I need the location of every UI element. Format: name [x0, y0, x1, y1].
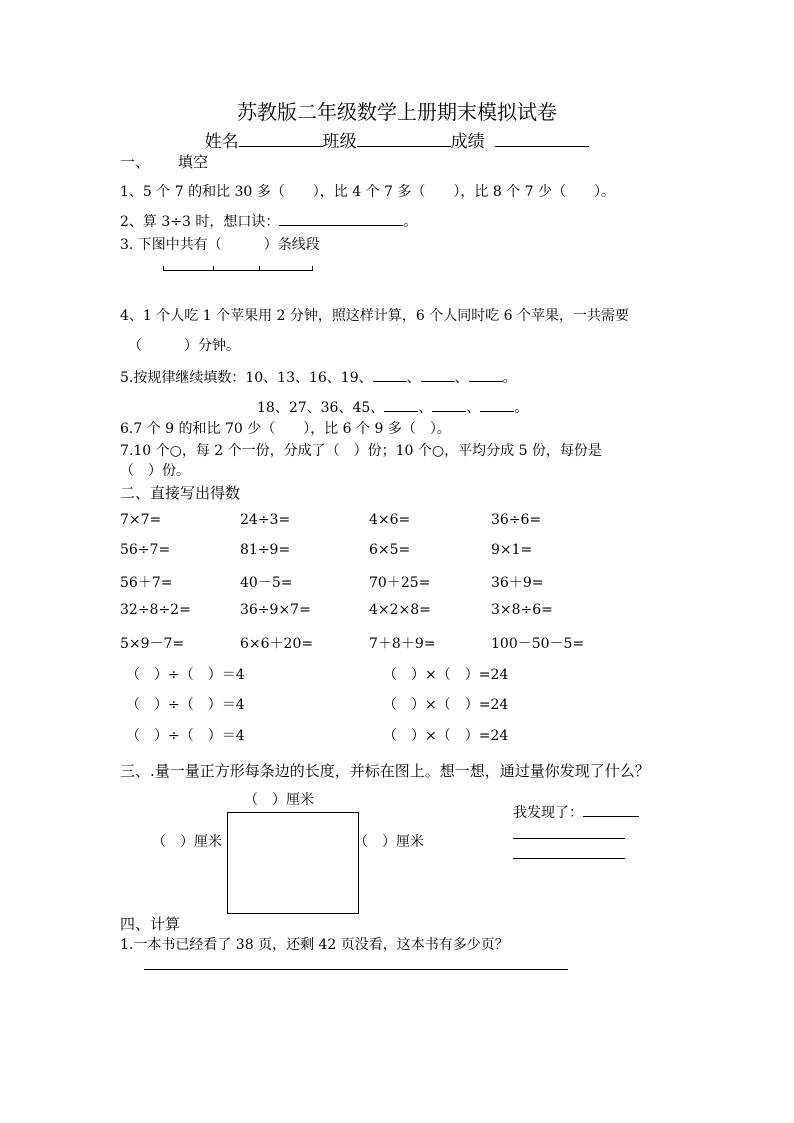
calc-item: 36÷9×7=: [240, 602, 311, 618]
q5-end: 。: [514, 400, 529, 416]
segment-base-line: [163, 270, 313, 271]
calc-item: 7×7=: [120, 512, 162, 528]
segment-tick: [213, 266, 214, 271]
q5-blank[interactable]: [469, 380, 503, 382]
q5-line1-text: 5.按规律继续填数：10、13、16、19、: [120, 370, 373, 386]
q5-line2: [257, 397, 528, 417]
square-figure: [227, 812, 359, 914]
segment-tick: [163, 266, 164, 271]
segment-tick: [259, 266, 260, 271]
calc-item: 7＋8＋9=: [369, 636, 436, 652]
calc-item: 40－5=: [240, 575, 293, 591]
found-blank[interactable]: [583, 815, 639, 817]
q7-line2: （ ）份。: [120, 463, 190, 479]
section4-q1: 1.一本书已经看了 38 页，还剩 42 页没看，这本书有多少页？: [120, 937, 509, 953]
segment-tick: [312, 266, 313, 271]
q5-line1: [120, 367, 517, 387]
q5-line2-text: 18、27、36、45、: [257, 400, 385, 416]
q4-line2: （ ）分钟。: [128, 338, 240, 354]
class-label: 班级: [322, 132, 357, 152]
q5-sep: 、: [406, 370, 421, 386]
q5-sep: 、: [418, 400, 433, 416]
q5-blank[interactable]: [480, 410, 514, 412]
calc-item: 4×2×8=: [369, 602, 431, 618]
calc-item: 56＋7=: [120, 575, 173, 591]
found-answer-line[interactable]: [513, 858, 625, 859]
fill-blank-multiplication: （ ）×（ ）=24: [383, 697, 509, 713]
class-blank[interactable]: [357, 145, 451, 147]
found-label: 我发现了：: [513, 805, 583, 821]
calc-item: 56÷7=: [120, 542, 171, 558]
score-label: 成绩: [450, 132, 485, 152]
q5-blank[interactable]: [421, 380, 455, 382]
fill-blank-division: （ ）÷（ ）＝4: [126, 667, 245, 683]
q5-blank[interactable]: [384, 410, 418, 412]
square-top-label: （ ）厘米: [244, 792, 314, 808]
fill-blank-division: （ ）÷（ ）＝4: [126, 697, 245, 713]
q2-line: [120, 211, 417, 231]
square-left-label: （ ）厘米: [152, 834, 222, 850]
score-blank[interactable]: [495, 145, 589, 147]
q5-blank[interactable]: [373, 380, 407, 382]
q5-end: 。: [502, 370, 517, 386]
q2-blank[interactable]: [279, 224, 403, 226]
fill-blank-multiplication: （ ）×（ ）=24: [383, 667, 509, 683]
calc-item: 81÷9=: [240, 542, 291, 558]
q5-blank[interactable]: [432, 410, 466, 412]
q1-text: 1、5 个 7 的和比 30 多（ ），比 4 个 7 多（ ），比 8 个 7 少（ ）。: [120, 184, 616, 200]
calc-item: 24÷3=: [240, 512, 291, 528]
section2-heading: 二、直接写出得数: [120, 484, 241, 502]
name-blank[interactable]: [239, 145, 323, 147]
calc-item: 100－50－5=: [491, 636, 585, 652]
found-line: [513, 802, 639, 822]
calc-item: 36＋9=: [491, 575, 544, 591]
q5-sep: 、: [466, 400, 481, 416]
calc-item: 5×9－7=: [120, 636, 185, 652]
found-answer-line[interactable]: [513, 838, 625, 839]
section4-heading: 四、计算: [120, 915, 181, 933]
q2-end: 。: [403, 214, 418, 230]
calc-item: 9×1=: [491, 542, 533, 558]
q7-line1: 7.10 个○，每 2 个一份，分成了（ ）份；10 个○，平均分成 5 份，每份是: [120, 443, 602, 459]
student-info-line: [0, 127, 794, 152]
q5-sep: 、: [454, 370, 469, 386]
calc-item: 32÷8÷2=: [120, 602, 191, 618]
calc-item: 70＋25=: [369, 575, 431, 591]
calc-item: 3×8÷6=: [491, 602, 553, 618]
name-label: 姓名: [204, 132, 239, 152]
calc-item: 6×6＋20=: [240, 636, 314, 652]
fill-blank-multiplication: （ ）×（ ）=24: [383, 728, 509, 744]
line-segments-figure: [163, 262, 313, 272]
q4-line1: 4、1 个人吃 1 个苹果用 2 分钟，照这样计算，6 个人同时吃 6 个苹果，一共需要: [120, 308, 630, 324]
section1-heading: [120, 151, 208, 172]
section1-heading-text: 填空: [178, 153, 209, 171]
square-right-label: （ ）厘米: [354, 834, 424, 850]
section3-heading: 三、.量一量正方形每条边的长度，并标在图上。想一想，通过量你发现了什么？: [120, 762, 650, 780]
section1-heading-num: 一、: [120, 153, 151, 171]
q3-text: 3. 下图中共有（ ）条线段: [120, 237, 320, 253]
q6-text: 6.7 个 9 的和比 70 少（ ），比 6 个 9 多（ ）。: [120, 421, 451, 437]
page-title: 苏教版二年级数学上册期末模拟试卷: [237, 100, 557, 124]
section4-answer-line[interactable]: [144, 969, 568, 970]
fill-blank-division: （ ）÷（ ）＝4: [126, 728, 245, 744]
q2-text: 2、算 3÷3 时，想口诀：: [120, 214, 280, 230]
calc-item: 36÷6=: [491, 512, 542, 528]
calc-item: 4×6=: [369, 512, 411, 528]
calc-item: 6×5=: [369, 542, 411, 558]
